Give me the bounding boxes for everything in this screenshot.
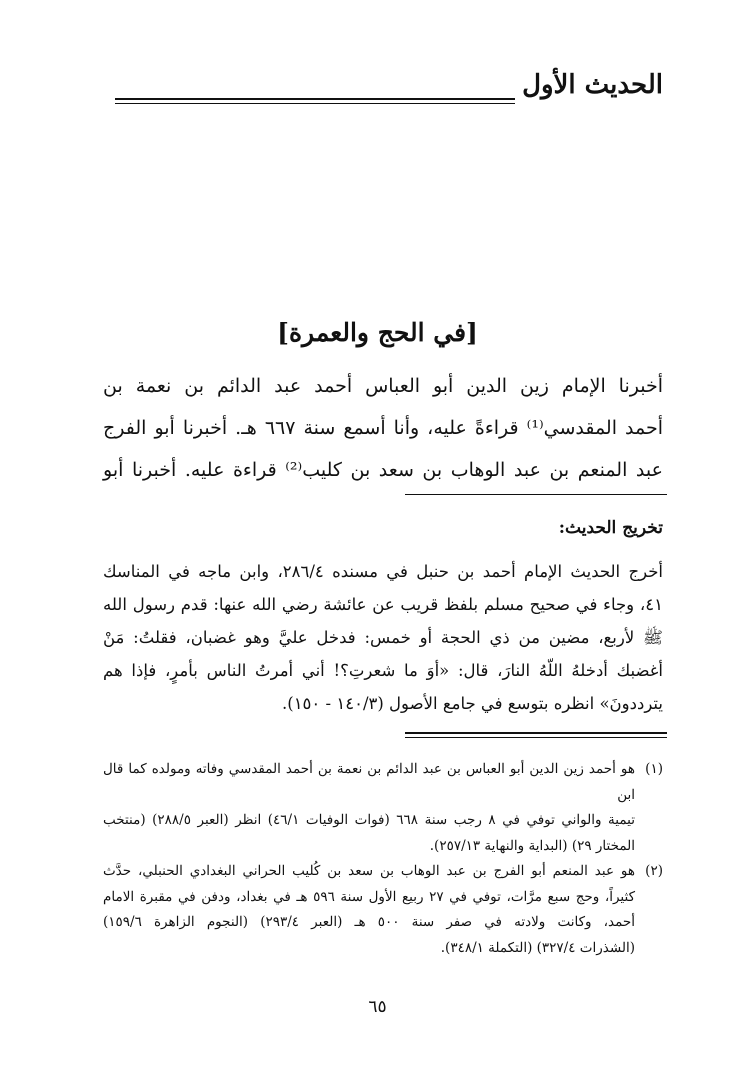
takhrij-heading: تخريج الحديث: [558,518,663,538]
footnote-2 [103,859,663,961]
hadith-text [103,365,663,491]
footnote-line: هو عبد المنعم أبو الفرج بن عبد الوهاب بن سعد بن كُليب الحراني البغدادي الحنبلي، حدَّث [103,863,635,879]
section-title: [في الحج والعمرة] [277,318,478,347]
footnote-line: (الشذرات ٣٢٧/٤) (التكملة ٣٤٨/١). [440,939,635,956]
page-number: ٦٥ [368,997,387,1017]
header-rule [115,98,515,100]
footnote-rule [405,732,667,734]
text-line: ٤١، وجاء في صحيح مسلم بلفظ قريب عن عائشة رضي الله عنها: قدم رسول الله [103,595,663,614]
footnote-line: أحمد، وكانت ولادته في صفر سنة ٥٠٠ هـ (العبر ٢٩٣/٤) (النجوم الزاهرة ١٥٩/٦) [103,914,635,930]
footnote-number: (٢) [645,863,663,879]
footnote-1 [103,757,663,859]
text-line: أخبرنا الإمام زين الدين أبو العباس أحمد عبد الدائم بن نعمة بن [103,375,663,397]
footnote-line: تيمية والواني توفي في ٨ رجب سنة ٦٦٨ (فوات الوفيات ٤٦/١) انظر (العبر ٢٨٨/٥) (منتخب [103,812,635,828]
header-rule-thin [115,103,515,104]
section-divider [405,494,667,495]
footnote-body [103,859,635,961]
text-line: أحمد المقدسي⁽¹⁾ قراءةً عليه، وأنا أسمع سنة ٦٦٧ هـ. أخبرنا أبو الفرج [103,417,663,439]
text-line: أغضبك أدخلهُ اللّهُ النارَ، قال: «أوَ ما شعرتِ؟! أني أمرتُ الناس بأمرٍ، فإذا هم [103,661,663,680]
footnote-body [103,757,635,859]
footnotes [103,757,663,961]
text-line: يترددونَ» انظره بتوسع في جامع الأصول (١٤٠/٣ - ١٥٠). [282,694,663,713]
text-line: عبد المنعم بن عبد الوهاب بن سعد بن كليب⁽²⁾ قراءة عليه. أخبرنا أبو [103,459,663,481]
footnote-line: هو أحمد زين الدين أبو العباس بن عبد الدائم بن نعمة بن أحمد المقدسي وفاته ومولده كما قال ابن [103,761,635,803]
footnote-line: كثيراً، وحج سبع مرَّات، توفي في ٢٧ ربيع الأول سنة ٥٩٦ هـ في بغداد، ودفن في مقبرة الامام [103,888,635,905]
chapter-title: الحديث الأول [522,70,663,100]
text-line: أخرج الحديث الإمام أحمد بن حنبل في مسنده ٢٨٦/٤، وابن ماجه في المناسك [103,562,663,581]
footnote-number: (١) [645,761,663,777]
text-line: ﷺ لأربع، مضين من ذي الحجة أو خمس: فدخل عليَّ وهو غضبان، فقلتُ: مَنْ [103,628,663,647]
takhrij-text [103,555,663,720]
footnote-rule-thin [405,737,667,738]
footnote-line: المختار ٢٩) (البداية والنهاية ٢٥٧/١٣). [429,837,635,854]
